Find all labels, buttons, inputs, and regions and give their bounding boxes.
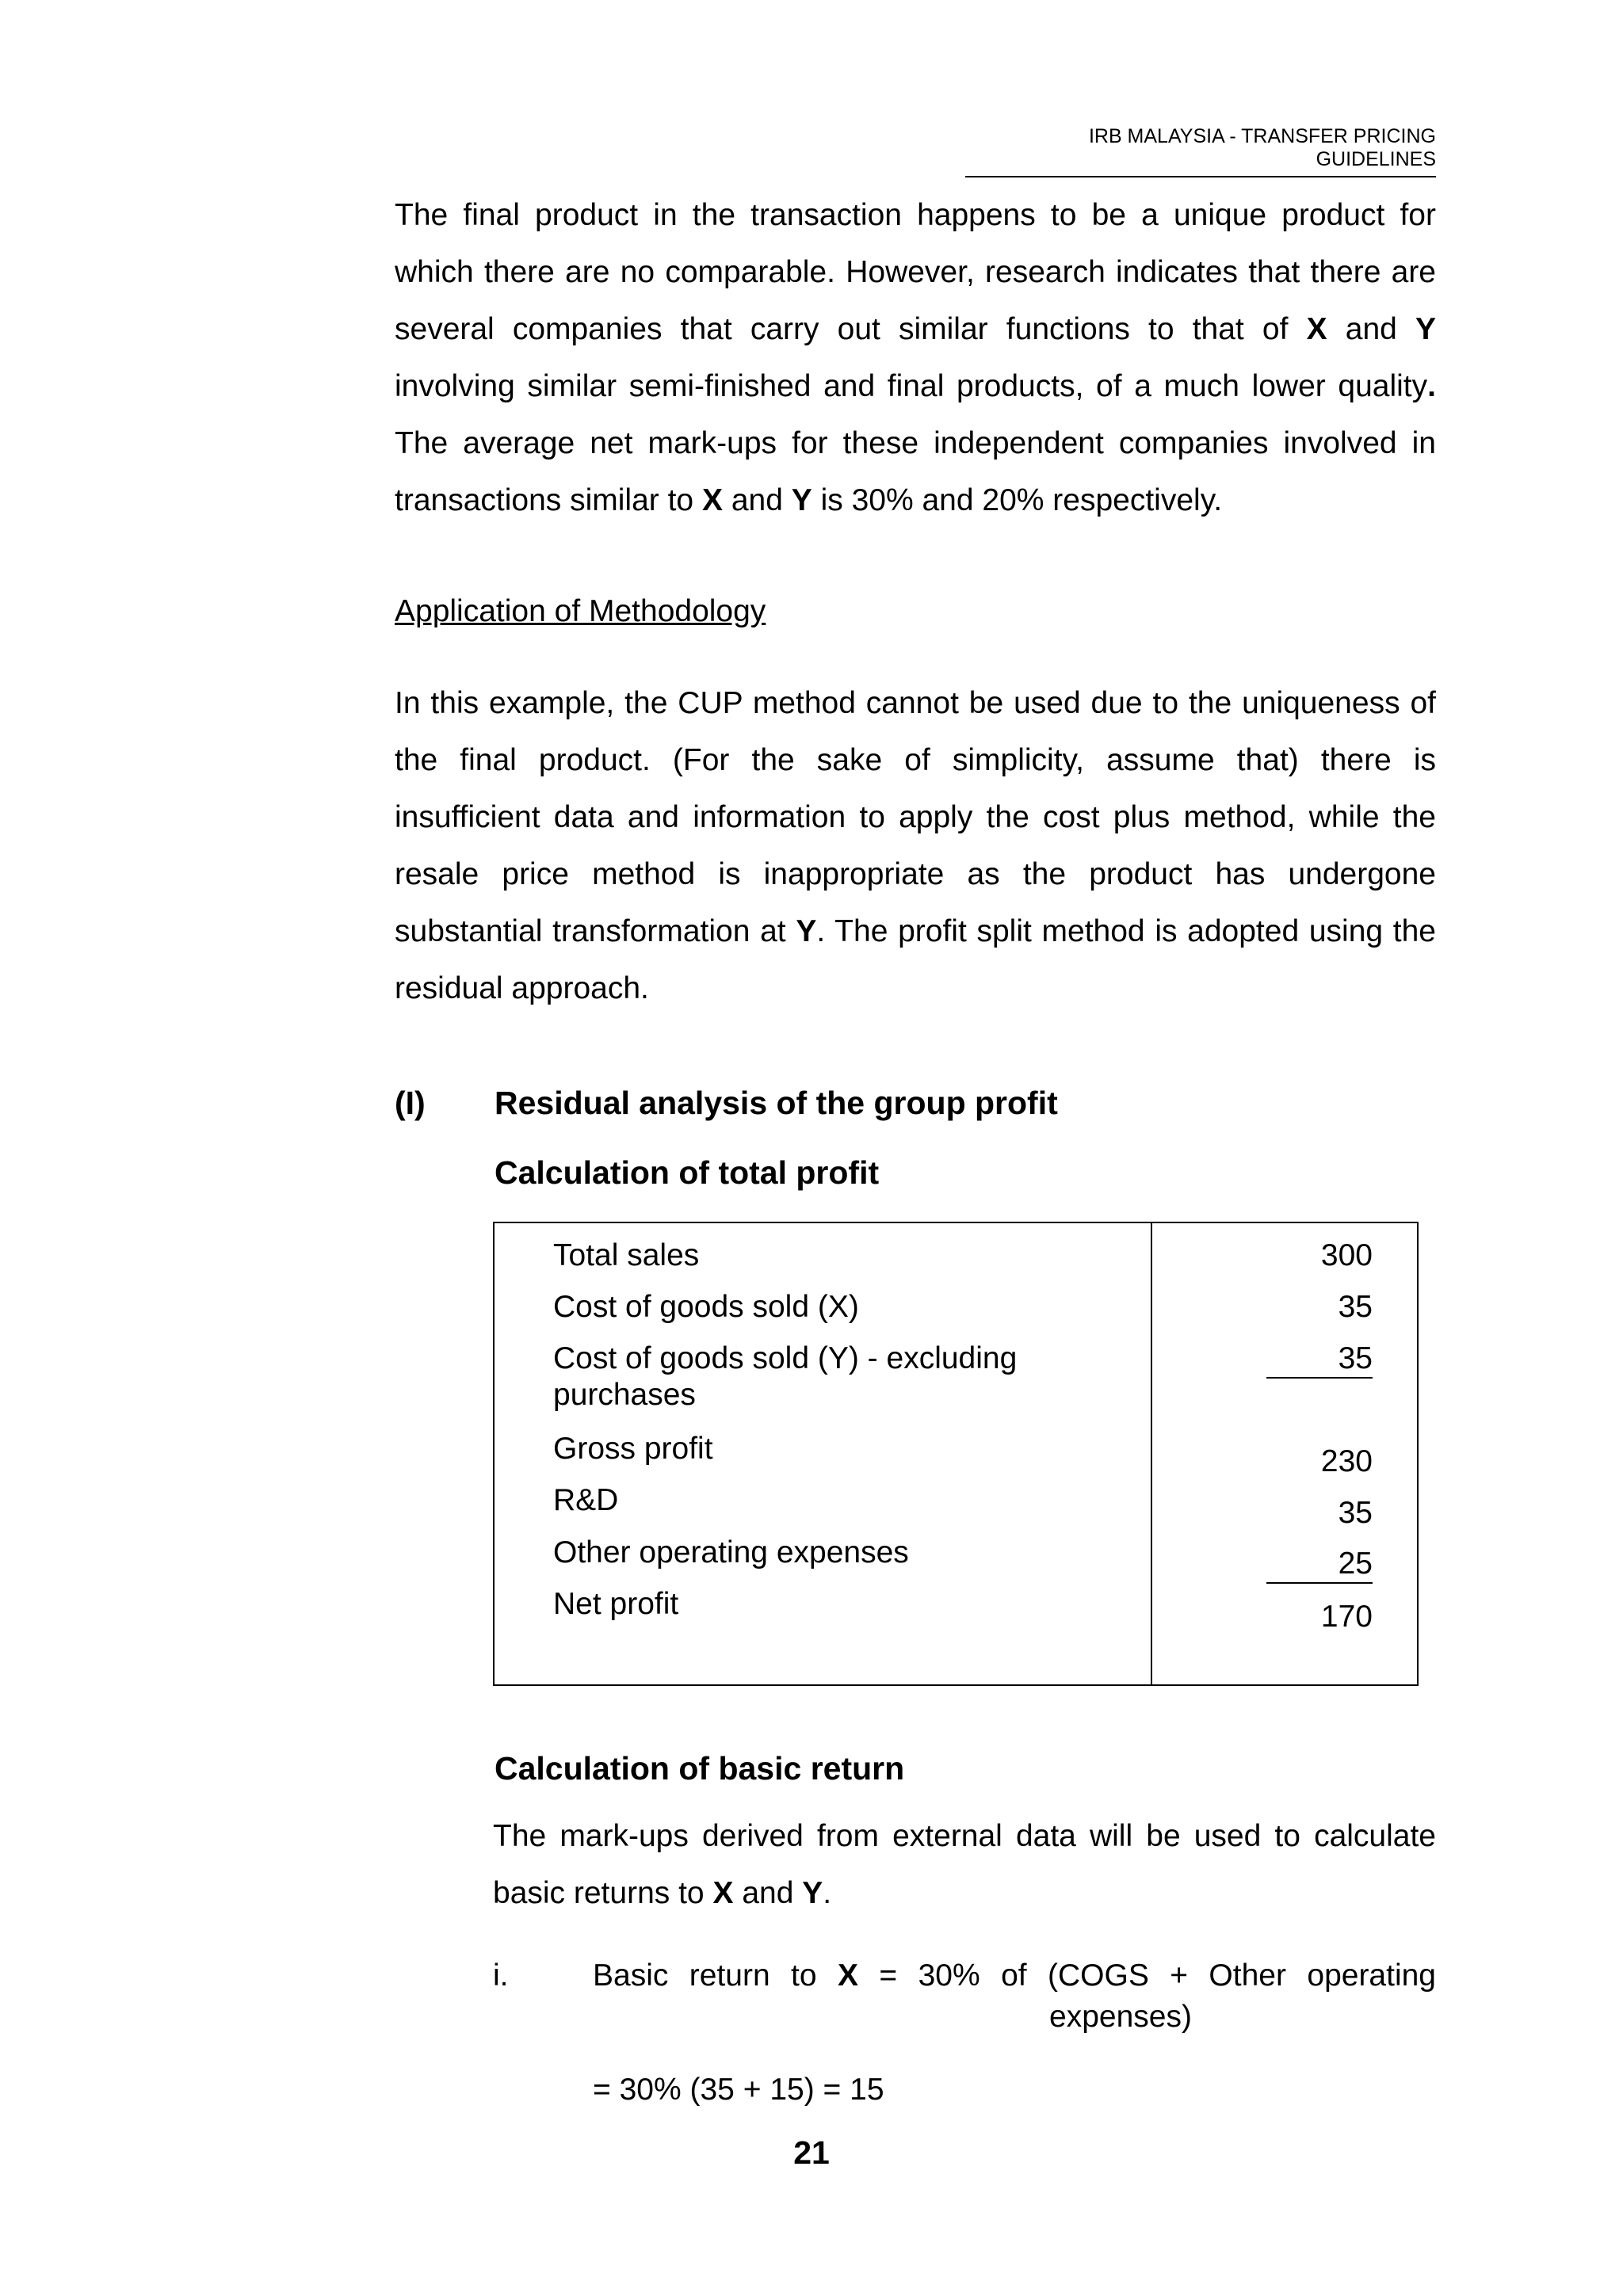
intro-dot: . — [1427, 369, 1436, 403]
table-row-value: 25 — [1266, 1546, 1373, 1584]
intro-text-d: is 30% and 20% respectively. — [812, 483, 1223, 517]
list-item — [593, 1955, 1436, 2038]
intro-text-a: The final product in the transaction happens to be a unique product for which there are no comparable. However, research indicates that there are several companies that carry out similar functions to that of — [395, 198, 1436, 346]
table-divider — [1151, 1223, 1152, 1684]
table-row-label: Cost of goods sold (X) — [553, 1290, 859, 1324]
table-row-label: Other operating expenses — [553, 1535, 909, 1569]
table-row-value: 35 — [1338, 1290, 1373, 1324]
list-item-text-a: Basic return to — [593, 1958, 838, 1993]
basic-return-paragraph — [493, 1808, 1436, 1922]
intro-text-b: involving similar semi-finished and final products, of a much lower quality — [395, 369, 1428, 403]
list-item-text-b: = 30% of (COGS + Other operating — [858, 1958, 1437, 1993]
table-row-value: 170 — [1320, 1600, 1373, 1634]
basic-return-formula: = 30% (35 + 15) = 15 — [593, 2073, 884, 2107]
entity-x: X — [1306, 312, 1327, 346]
methodology-text-b: . The profit split method is adopted using the residual approach. — [395, 914, 1436, 1005]
entity-y-3: Y — [796, 914, 817, 948]
subtitle-basic-return: Calculation of basic return — [495, 1750, 905, 1787]
methodology-heading: Application of Methodology — [395, 594, 766, 628]
basic-return-dot: . — [823, 1876, 832, 1910]
intro-and: and — [1327, 312, 1415, 346]
table-row-label: Gross profit — [553, 1432, 713, 1466]
list-item-line-2: expenses) — [1049, 2000, 1192, 2034]
table-row-label: Net profit — [553, 1587, 679, 1621]
list-item-line-1 — [593, 1955, 1436, 1997]
list-item-number: i. — [493, 1958, 509, 1993]
table-row-label: Cost of goods sold (Y) - excluding purchases — [553, 1341, 1018, 1412]
entity-x-4: X — [712, 1876, 734, 1910]
intro-text-c: The average net mark-ups for these independent companies involved in transactions similar to — [395, 426, 1436, 517]
intro-paragraph — [395, 187, 1436, 529]
subtitle-total-profit: Calculation of total profit — [495, 1154, 880, 1191]
intro-and-2: and — [722, 483, 792, 517]
table-row-value: 300 — [1320, 1238, 1373, 1272]
entity-y: Y — [1415, 312, 1436, 346]
methodology-paragraph — [395, 675, 1436, 1017]
table-row-label: Total sales — [553, 1238, 700, 1272]
section-title: Residual analysis of the group profit — [495, 1085, 1058, 1121]
entity-y-4: Y — [802, 1876, 823, 1910]
entity-x-2: X — [701, 483, 723, 517]
table-row-label: R&D — [553, 1483, 619, 1517]
entity-x-5: X — [838, 1958, 859, 1993]
entity-y-2: Y — [791, 483, 812, 517]
total-profit-table — [493, 1222, 1419, 1686]
basic-return-text: The mark-ups derived from external data will be used to calculate basic returns to — [493, 1819, 1436, 1910]
basic-return-and: and — [733, 1876, 803, 1910]
methodology-text-a: In this example, the CUP method cannot be used due to the uniqueness of the final product. (For the sake of simplicity, assume that) there is insufficient data and information to apply the cost plus method, while the resale price method is inappropriate as the product has undergone substantial transformation at — [395, 686, 1436, 948]
table-row-value: 230 — [1320, 1444, 1373, 1478]
table-row-value: 35 — [1338, 1496, 1373, 1530]
running-header: IRB MALAYSIA - TRANSFER PRICING GUIDELINES — [965, 125, 1436, 177]
table-row-value: 35 — [1266, 1341, 1373, 1379]
page-number: 21 — [793, 2134, 830, 2171]
section-label: (I) — [395, 1085, 426, 1121]
